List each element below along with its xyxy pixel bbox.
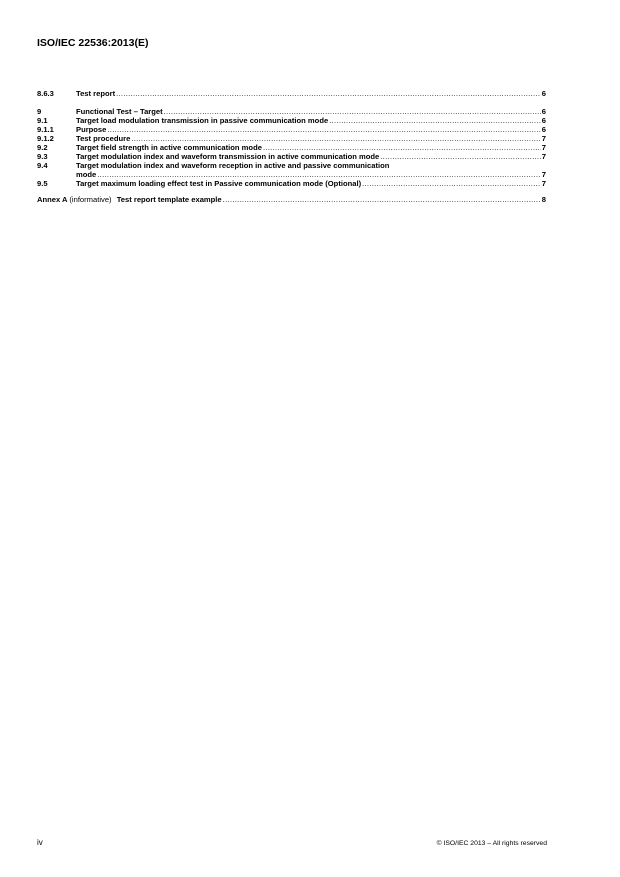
toc-entry-9-4[interactable] <box>37 161 546 179</box>
toc-entry-page: 7 <box>541 179 546 188</box>
toc-entry-title: Functional Test – Target <box>76 107 163 116</box>
toc-entry-page: 6 <box>541 116 546 125</box>
table-of-contents <box>37 89 546 204</box>
annex-type: (informative) <box>69 195 112 204</box>
toc-dot-leader <box>362 179 541 188</box>
toc-entry-title: Purpose <box>76 125 107 134</box>
toc-entry-9-1[interactable] <box>37 116 546 125</box>
toc-dot-leader <box>329 116 541 125</box>
toc-entry-page: 6 <box>541 107 546 116</box>
toc-entry-number: 9.1.1 <box>37 125 54 134</box>
copyright-notice: © ISO/IEC 2013 – All rights reserved <box>436 840 547 847</box>
toc-dot-leader <box>223 195 541 204</box>
toc-entry-number: 8.6.3 <box>37 89 54 98</box>
toc-entry-9-2[interactable] <box>37 143 546 152</box>
toc-entry-title-continued: mode <box>76 170 97 179</box>
toc-entry-number: 9.2 <box>37 143 48 152</box>
toc-entry-page: 7 <box>541 143 546 152</box>
toc-entry-9-5[interactable] <box>37 179 546 188</box>
toc-dot-leader <box>107 125 540 134</box>
toc-entry-page: 7 <box>541 134 546 143</box>
toc-entry-page: 6 <box>541 89 546 98</box>
toc-entry-page: 6 <box>541 125 546 134</box>
toc-entry-8-6-3[interactable] <box>37 89 546 98</box>
toc-entry-title: Target modulation index and waveform reception in active and passive communication <box>76 161 390 170</box>
toc-entry-title: Target modulation index and waveform transmission in active communication mode <box>76 152 380 161</box>
toc-entry-number: 9.5 <box>37 179 48 188</box>
toc-entry-9-3[interactable] <box>37 152 546 161</box>
toc-entry-number: 9.1 <box>37 116 48 125</box>
toc-dot-leader <box>380 152 541 161</box>
toc-entry-title: Test procedure <box>76 134 131 143</box>
toc-entry-page: 7 <box>541 170 546 179</box>
toc-entry-number: 9 <box>37 107 42 116</box>
toc-entry-number: 9.3 <box>37 152 48 161</box>
toc-dot-leader <box>263 143 541 152</box>
annex-title: Test report template example <box>116 195 222 204</box>
toc-entry-title: Target load modulation transmission in passive communication mode <box>76 116 329 125</box>
toc-dot-leader <box>116 89 541 98</box>
toc-entry-annex-a[interactable] <box>37 195 546 204</box>
toc-dot-leader <box>164 107 541 116</box>
annex-label: Annex A <box>37 195 68 204</box>
toc-entry-9-1-1[interactable] <box>37 125 546 134</box>
toc-entry-title: Target field strength in active communication mode <box>76 143 262 152</box>
page-number: iv <box>37 838 43 847</box>
toc-entry-9-1-2[interactable] <box>37 134 546 143</box>
toc-entry-9[interactable] <box>37 107 546 116</box>
toc-entry-page: 7 <box>541 152 546 161</box>
toc-entry-title: Test report <box>76 89 116 98</box>
toc-dot-leader <box>97 170 541 179</box>
document-id-header: ISO/IEC 22536:2013(E) <box>37 37 149 49</box>
toc-entry-number: 9.4 <box>37 161 48 170</box>
toc-entry-page: 8 <box>541 195 546 204</box>
toc-entry-number: 9.1.2 <box>37 134 54 143</box>
toc-dot-leader <box>131 134 540 143</box>
toc-entry-title: Target maximum loading effect test in Passive communication mode (Optional) <box>76 179 362 188</box>
